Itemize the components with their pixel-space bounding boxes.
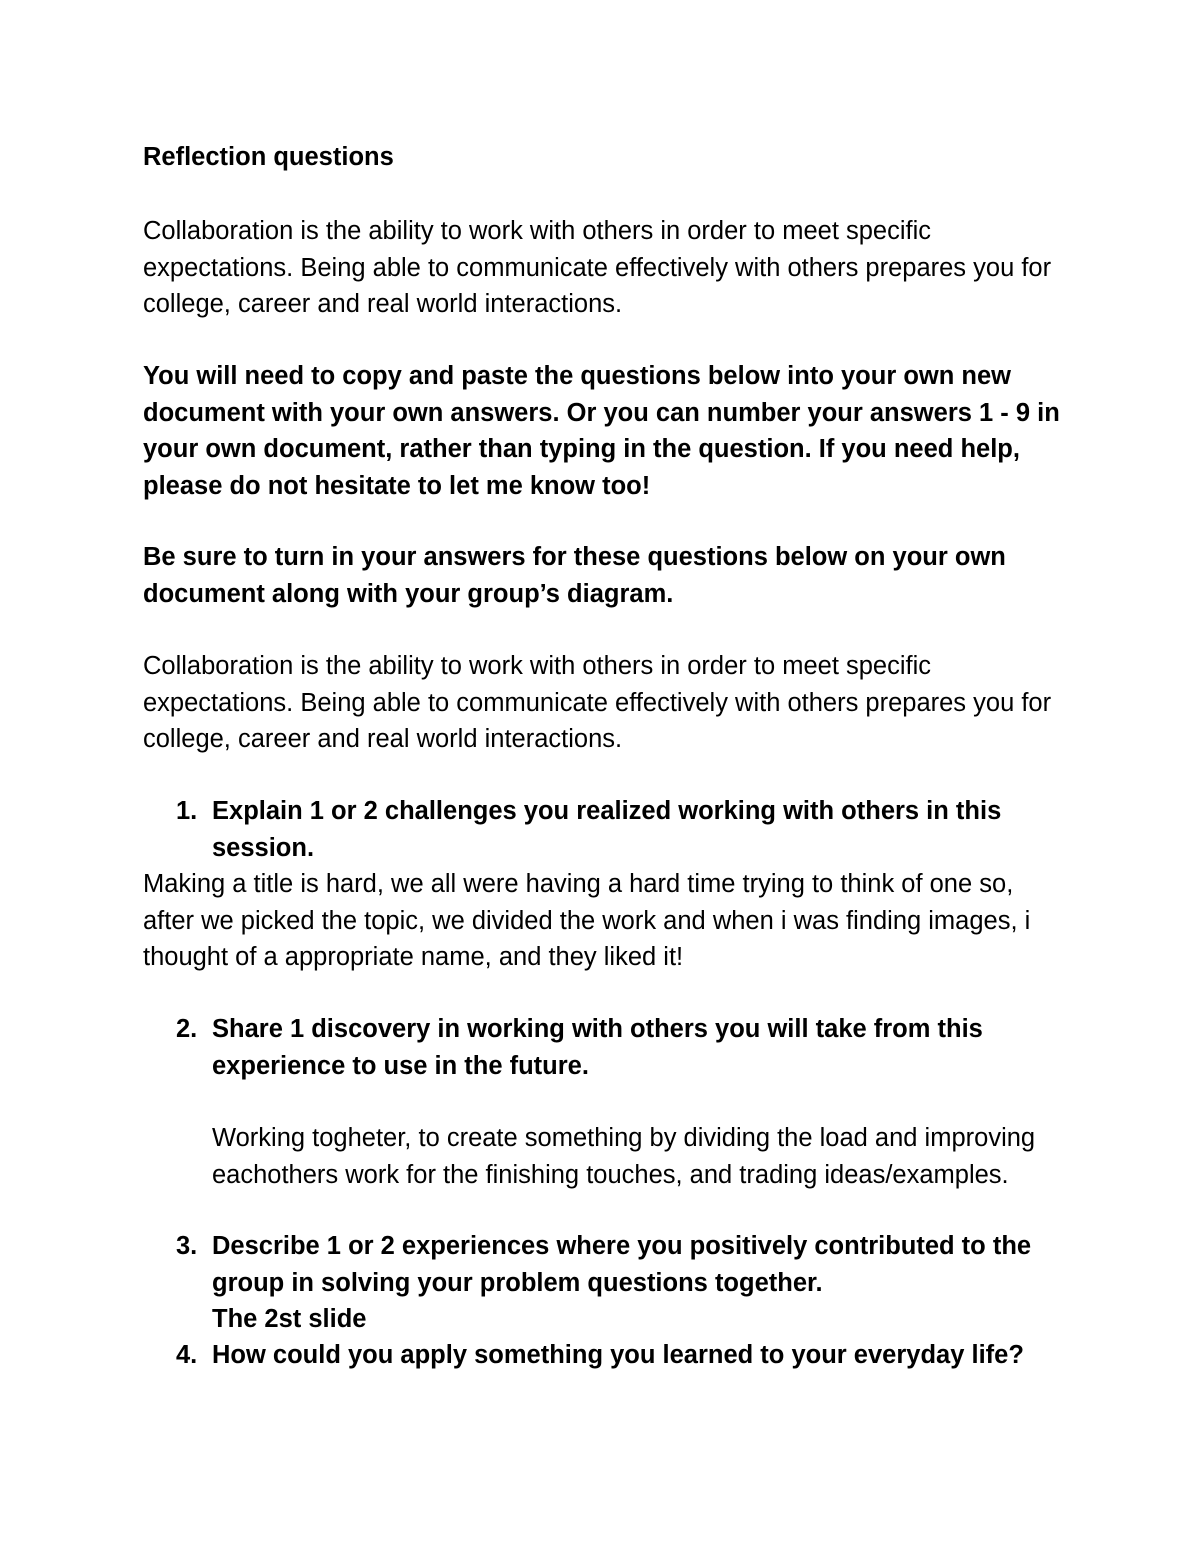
question-text: How could you apply something you learned to your everyday life? — [212, 1341, 1024, 1369]
question-text: Share 1 discovery in working with others you will take from this experience to use in the future. — [212, 1015, 983, 1080]
question-text: Explain 1 or 2 challenges you realized working with others in this session. — [212, 797, 1002, 862]
answer-text: Working togheter, to create something by dividing the load and improving eachothers work for the finishing touches, and trading ideas/examples. — [212, 1124, 1036, 1189]
question-number: 2. — [176, 1015, 198, 1043]
question-number: 1. — [176, 797, 198, 825]
answer-text: The 2st slide — [212, 1305, 367, 1333]
question-number: 3. — [176, 1232, 198, 1260]
intro-paragraph-2: Collaboration is the ability to work with others in order to meet specific expectations. Being able to communicate effectively with others prepares you for college, career and real world interactions. — [143, 652, 1052, 753]
question-text: Describe 1 or 2 experiences where you positively contributed to the group in solving your problem questions together. — [212, 1232, 1032, 1297]
intro-paragraph-1: Collaboration is the ability to work with others in order to meet specific expectations. Being able to communicate effectively with others prepares you for college, career and real world interactions. — [143, 217, 1052, 318]
question-number: 4. — [176, 1341, 198, 1369]
answer-text: Making a title is hard, we all were having a hard time trying to think of one so, after we picked the topic, we divided the work and when i was finding images, i thought of a appropriate name, and they liked it! — [143, 870, 1031, 971]
turn-in-paragraph: Be sure to turn in your answers for these questions below on your own document along with your group’s diagram. — [143, 543, 1006, 608]
instructions-paragraph: You will need to copy and paste the questions below into your own new document with your own answers. Or you can number your answers 1 - 9 in your own document, rather than typing in the question. If you need help, please do not hesitate to let me know too! — [143, 362, 1060, 500]
document-title: Reflection questions — [143, 143, 394, 171]
